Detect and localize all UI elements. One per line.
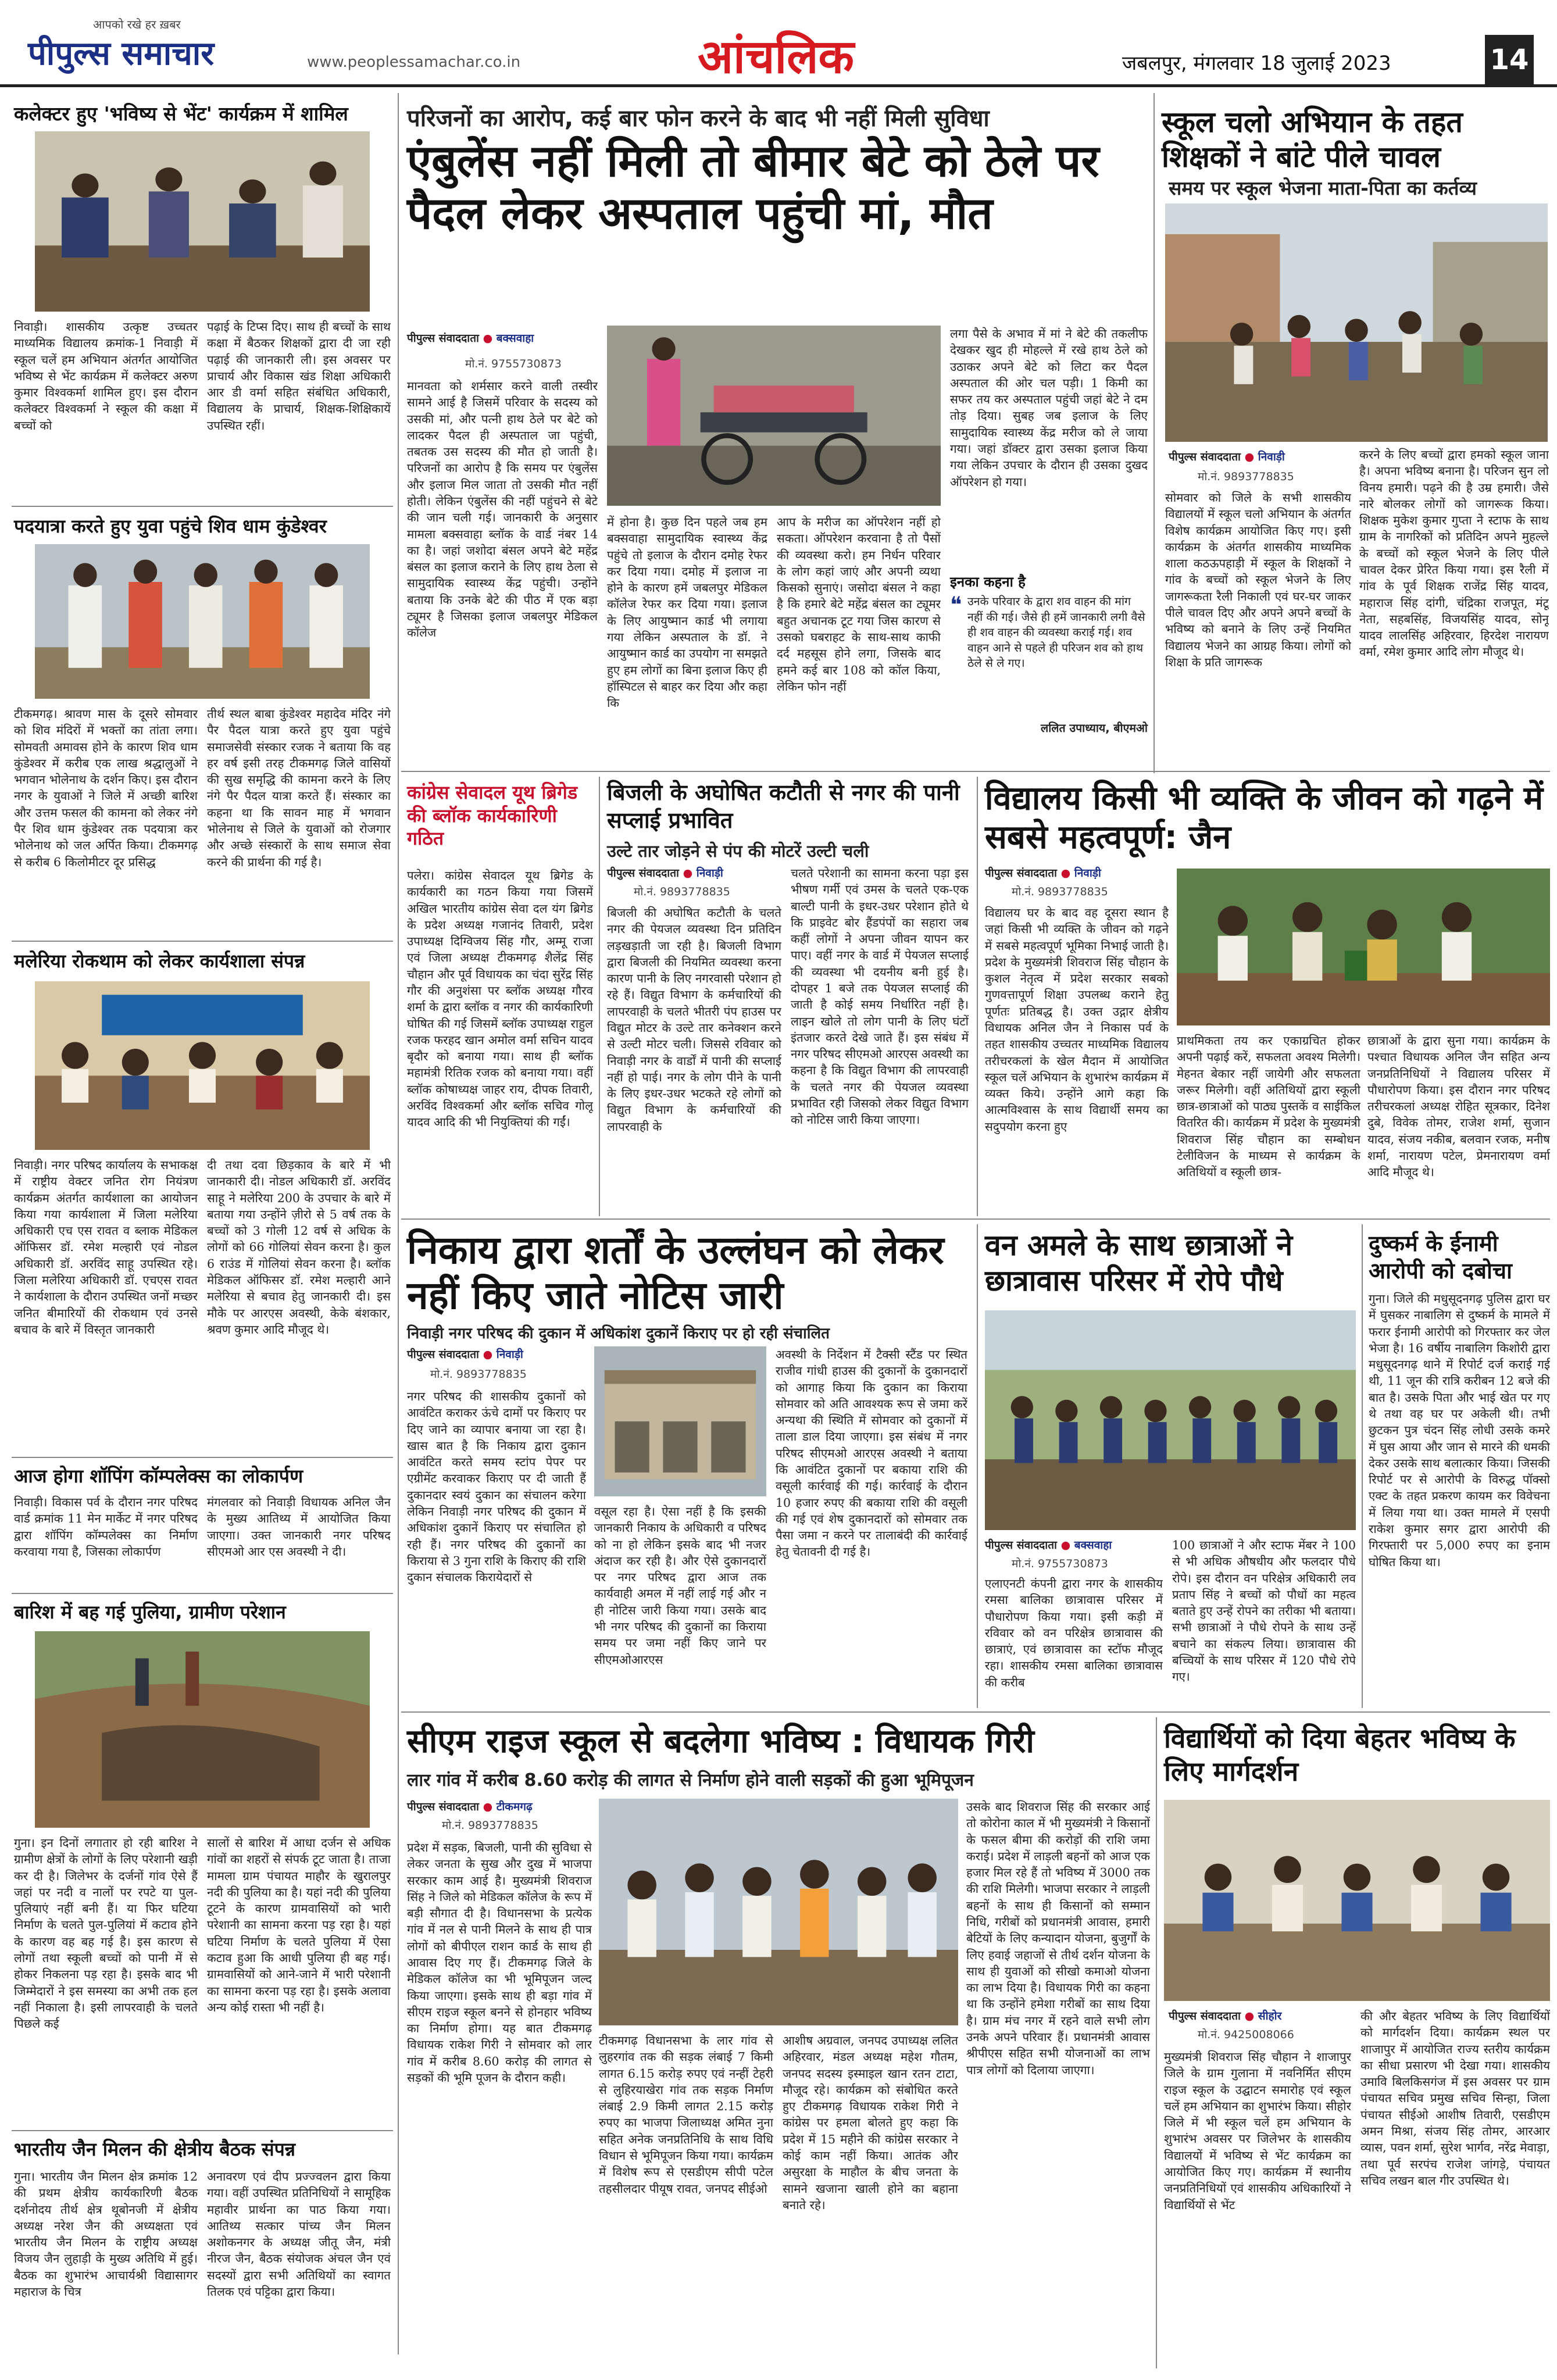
photo-shop-complex [594,1346,766,1496]
byline [1169,449,1285,464]
bullet-icon: ● [1244,2010,1255,2022]
article-text: एलाएनटी कंपनी द्वारा नगर के शासकीय रमसा बालिका छात्रावास परिसर में पौधारोपण किया गया। इसी कड़ी में रविवार को वन परिक्षेत्र छात्रावास की छात्राएं, एवं छात्रावास का स्टॉफ मौजूद रहा। शासकीय रमसा बालिका छात्रावास की करीब [985,1577,1163,1689]
article-text: चलते परेशानी का सामना करना पड़ा इस भीषण गर्मी एवं उमस के चलते एक-एक बाल्टी पानी के इधर-उधर परेशान होते थे कि प्राइवेट बोर हैंडपंपों का सहारा जब कहीं लोगों ने अपना जीवन यापन कर पाए। वहीं नगर के वार्ड में पेयजल सप्लाई की व्यवस्था भी दयनीय बनी हुई है। दोपहर 1 बजे तक पेयजल सप्लाई की जाती है कोई समय निर्धारित नहीं है। लाइन खोले तो लोग पानी के लिए घंटों इंतजार करते देखे जाते हैं। इस संबंध में नगर परिषद सीएमओ आरएस अवस्थी का कहना है कि विद्युत विभाग की लापरवाही के चलते नगर की पेयजल व्यवस्था प्रभावित रही जिसको लेकर विद्युत विभाग को नोटिस जारी किया जाएगा। [791,866,969,1127]
photo-classroom [35,131,370,312]
headline: दुष्कर्म के ईनामी आरोपी को दबोचा [1369,1231,1512,1284]
article-text: मानवता को शर्मसार करने वाली तस्वीर सामने आई है जिसमें परिवार के सदस्य को उसकी मां, और पत्नी हाथ ठेले पर बेटे को लादकर पैदल ही अस्पताल जा पहुंची, तबतक उस सदस्य की मौत हो जाती है। परिजनों का आरोप है कि समय पर एंबुलेंस और इलाज मिल जाता तो उसकी मौत नहीं होती। लेकिन एंबुलेंस की नहीं पहुंचने से बेटे की जान चली गई। जानकारी के अनुसार मामला बक्सवाहा ब्लॉक के वार्ड नंबर 14 का है। जहां जशोदा बंसल अपने बेटे महेंद्र बंसल का इलाज कराने के लिए हाथ ठेला से सामुदायिक स्वास्थ्य केंद्र पहुंची। उन्होंने बताया कि उनके बेटे की पीठ में एक बड़ा ट्यूमर है जिसका इलाज जबलपुर मेडिकल कॉलेज [407,379,598,640]
article-text: विद्यालय घर के बाद वह दूसरा स्थान है जहां किसी भी व्यक्ति के जीवन को गढ़ने में सबसे महत्वपूर्ण भूमिका निभाई जाती है। प्रदेश के मुख्यमंत्री शिवराज सिंह चौहान के कुशल नेतृत्व में प्रदेश सरकार सबको गुणवत्तापूर्ण शिक्षा उपलब्ध कराने हेतु पूर्णतः प्रतिबद्ध है। उक्त उद्गार क्षेत्रीय विधायक अनिल जैन ने निकास पर्व के तहत शासकीय उच्चतर माध्यमिक विद्यालय तरीचरकलां के खेल मैदान में आयोजित स्कूल चलें अभियान के शुभारंभ कार्यक्रम में व्यक्त किये। उन्होंने आगे कहा कि आत्मविश्वास के साथ विद्यार्थी समय का सदुपयोग करना हुए [985,906,1169,1134]
byline-name: पीपुल्स संवाददाता [607,867,679,880]
byline [607,865,723,880]
byline-place: टीकमगढ़ [496,1800,533,1813]
photo-handcart [607,326,941,506]
byline-name: पीपुल्स संवाददाता [407,332,479,345]
divider [12,506,393,507]
bullet-icon: ● [483,1348,493,1361]
column-divider [977,1224,978,1708]
divider [12,2130,393,2131]
byline [407,1799,533,1814]
website-link[interactable]: www.peoplessamachar.co.in [307,53,521,71]
article-text: निवाड़ी। शासकीय उत्कृष्ट उच्चतर माध्यमिक विद्यालय क्रमांक-1 निवाड़ी में स्कूल चलें हम अभियान अंतर्गत आयोजित भविष्य से भेंट कार्यक्रम में कलेक्टर अरुण कुमार विश्वकर्मा शामिल हुए। इस दौरान कलेक्टर विश्वकर्मा ने स्कूल की कक्षा में बच्चों को [14,320,198,433]
photo-hostel-planting [985,1310,1356,1530]
mobile-number: मो.नं. 9425008066 [1198,2028,1294,2041]
divider [12,1457,393,1458]
lead-kicker: परिजनों का आरोप, कई बार फोन करने के बाद भी नहीं मिली सुविधा [407,105,990,132]
article-text: बिजली की अघोषित कटौती के चलते नगर की पेयजल व्यवस्था दिन प्रतिदिन लड़खड़ाती जा रही है। बिजली विभाग द्वारा बिजली की नियमित व्यवस्था करना कारण पानी के लिए नगरवासी परेशान हो रहे हैं। विद्युत विभाग के कर्मचारियों की लापरवाही के चलते भीतरी पंप हाउस पर विद्युत मोटर के उल्टे तार कनेक्शन करने से उल्टी मोटर चली। जिससे रविवार को निवाड़ी नगर के वार्डों में पानी की सप्लाई नहीं हो पाई। नगर के लोग पीने के पानी के लिए इधर-उधर भटकते रहे लोगों को विद्युत विभाग के कर्मचारियों की लापरवाही के [607,906,781,1134]
photo-school-rally [1165,203,1548,442]
article-text: लगा पैसे के अभाव में मां ने बेटे की तकलीफ देखकर खुद ही मोहल्ले में रखे हाथ ठेले को उठाकर अपने बेटे को लिटा कर पैदल अस्पताल की ओर चल पड़ी। 1 किमी का सफर तय कर अस्पताल पहुंची जहां बेटे ने दम तोड़ दिया। सुबह जब इलाज के लिए सामुदायिक स्वास्थ्य केंद्र मरीज को ले जाया गया। जहां डॉक्टर द्वारा उसका इलाज किया गया लेकिन उपचार के दौरान ही उसका दुखद ऑपरेशन हो गया। [950,327,1148,489]
section-title: आंचलिक [698,30,854,84]
lead-headline: एंबुलेंस नहीं मिली तो बीमार बेटे को ठेले पर पैदल लेकर अस्पताल पहुंची मां, मौत [407,135,1099,239]
quote-attribution: ललित उपाध्याय, बीएमओ [1041,721,1148,735]
masthead-tagline: आपको रखे हर ख़बर [93,17,181,31]
byline-name: पीपुल्स संवाददाता [1169,2010,1241,2022]
article-text: अनावरण एवं दीप प्रज्ज्वलन द्वारा किया गया। वहीं उपस्थित प्रतिनिधियों ने सामूहिक महावीर प्रार्थना का पाठ किया गया। आतिथ्य सत्कार पांच्य जैन मिलन अशोकनगर के अध्यक्ष जीतू जैन, मंत्री नीरज जैन, बैठक संयोजक अंचल जैन एवं सदस्यों द्वारा सभी अतिथियों का स्वागत तिलक एवं पट्टिका द्वारा किया। [207,2170,391,2299]
byline-place: निवाड़ी [696,867,723,880]
article-text: आशीष अग्रवाल, जनपद उपाध्यक्ष ललित अहिरवार, मंडल अध्यक्ष महेश गौतम, जनपद सदस्य इस्माइल खान रतन टाटा, मौजूद रहे। कार्यक्रम को संबोधित करते हुए टीकमगढ़ विधायक राकेश गिरी ने कांग्रेस पर हमला बोलते हुए कहा कि प्रदेश में 15 महीने की कांग्रेस सरकार ने कोई काम नहीं किया। आतंक और असुरक्षा के माहौल के बीच जनता के सामने खजाना खाली होने का बहाना बनाते रहे। [783,2034,958,2212]
byline-place: सीहोर [1258,2010,1282,2022]
column-divider [1156,1717,1157,2368]
article-text: टीकमगढ़ विधानसभा के लार गांव से लुहरगांव तक की सड़क लंबाई 7 किमी लागत 6.15 करोड़ रुपए एवं नन्हीं टेहरी से लुहिरयाखेरा गांव तक सड़क निर्माण लंबाई 2.9 किमी लागत 2.15 करोड़ रुपए का भाजपा जिलाध्यक्ष अमित नुना सहित अनेक जनप्रतिनिधि के साथ विधि विधान से भूमिपूजन किया गया। कार्यक्रम में विशेष रूप से एसडीएम सीपी पटेल तहसीलदार पीयूष रावत, जनपद सीईओ [599,2034,773,2196]
article-text: दी तथा दवा छिड़काव के बारे में भी जानकारी दी। नोडल अधिकारी डॉ. अरविंद साहू ने मलेरिया 200 के उपचार के बारे में बताया गया उन्होंने ज़ीरो से 5 वर्ष तक के बच्चों को 3 गोली 12 वर्ष से अधिक के लोगों को 66 गोलियां सेवन करना है। कुल 6 राउंड में गोलियां सेवन करना है। ब्लॉक मेडिकल ऑफिसर डॉ. रमेश मल्हारी आने मलेरिया से बचाव हेतु जानकारी दी। इस मौके पर आरएस अवस्थी, केके बंशकार, श्रवण कुमार आदि मौजूद थे। [207,1158,391,1336]
headline: पदयात्रा करते हुए युवा पहुंचे शिव धाम कुंडेश्वर [14,515,327,537]
article-text: वसूल रहा है। ऐसा नहीं है कि इसकी जानकारी निकाय के अधिकारी व परिषद को ना हो लेकिन इसके बाद भी नजर अंदाज कर रही है। और ऐसे दुकानदारों पर नगर परिषद द्वारा आज तक कार्यवाही अमल में नहीं लाई गई और न ही नोटिस जारी किया गया। उसके बाद भी नगर परिषद की दुकानों का किराया समय पर जमा नहीं किए जाने पर सीएमओआरएस [594,1505,766,1667]
headline: कलेक्टर हुए 'भविष्य से भेंट' कार्यक्रम में शामिल [14,102,348,125]
article-text: गुना। भारतीय जैन मिलन क्षेत्र क्रमांक 12 की प्रथम क्षेत्रीय कार्यकारिणी बैठक दर्शनोदय तीर्थ क्षेत्र थूबोनजी में क्षेत्रीय अध्यक्ष नरेश जैन की अध्यक्षता एवं भारतीय जैन मिलन के राष्ट्रीय अध्यक्ष विजय जैन लुहाड़ी के मुख्य अतिथि में हुई। बैठक का शुभारंभ आचार्यश्री विद्यासागर महाराज के चित्र [14,2170,198,2299]
article-text: 100 छात्राओं ने और स्टाफ मेंबर ने 100 से भी अधिक औषधीय और फलदार पौधे रोपे। इस दौरान वन परिक्षेत्र अधिकारी लव प्रताप सिंह ने बच्चों को पौधों का महत्व बताते हुए उन्हें रोपने का तरीका भी बताया। सभी छात्राओं ने पौधे रोपने के साथ उन्हें बचाने का संकल्प लिया। छात्रावास की बच्चियों के साथ परिसर में 120 पौधे रोपे गए। [1172,1538,1356,1684]
article-text: निवाड़ी। विकास पर्व के दौरान नगर परिषद वार्ड क्रमांक 11 मेन मार्केट में नगर परिषद द्वारा शॉपिंग कॉम्पलेक्स का निर्माण करवाया गया है, जिसका लोकार्पण [14,1495,198,1559]
article-text: उसके बाद शिवराज सिंह की सरकार आई तो कोरोना काल में भी मुख्यमंत्री ने किसानों के फसल बीमा की करोड़ों की राशि जमा कराई। प्रदेश में लाड़ली बहनों को आज एक हजार मिल रहे हैं तो भविष्य में 3000 तक की राशि मिलेगी। भाजपा सरकार ने लाड़ली बहनों के साथ ही किसानों को सम्मान निधि, गरीबों को प्रधानमंत्री आवास, हमारी बेटियों के लिए कन्यादान योजना, बुजुर्गों के लिए हवाई जहाजों से तीर्थ दर्शन योजना के साथ ही युवाओं को सीखो कमाओ योजना का लाभ दिया है। विधायक गिरी का कहना था कि उन्होंने हमेशा गरीबों का साथ दिया है। ग्राम मंच नगर में रहने वाले सभी लोग उनके अपने परिवार हैं। प्रधानमंत्री आवास श्रीपीएस सहित सभी योजनाओं का लाभ पात्र लोगों को दिलाया जाएगा। [966,1800,1150,2077]
masthead [0,0,1557,87]
headline: आज होगा शॉपिंग कॉम्पलेक्स का लोकार्पण [14,1465,303,1487]
byline-name: पीपुल्स संवाददाता [985,1539,1057,1552]
mobile-number: मो.नं. 9893778835 [1198,470,1294,483]
article-text: पलेरा। कांग्रेस सेवादल यूथ ब्रिगेड के कार्यकारी का गठन किया गया जिसमें अखिल भारतीय कांग्रेस सेवा दल यंग ब्रिगेड के प्रदेश अध्यक्ष गजानंद तिवारी, प्रदेश उपाध्यक्ष दिग्विजय सिंह गौर, अम्मू राजा एवं जिला अध्यक्ष टीकमगढ़ शैलेंद्र सिंह चौहान और पूर्व विधायक का चंदा सुरेंद्र सिंह गौर की अनुशंसा पर ब्लॉक अध्यक्ष गौरव शर्मा के द्वारा ब्लॉक व नगर की कार्यकारिणी घोषित की गई जिसमें ब्लॉक उपाध्यक्ष राहुल रजक फरहद खान अमोल वर्मा सचिन यादव बृदौर को बनाया गया। साथ ही ब्लॉक महामंत्री रितिक रजक को बनाया गया। वहीं ब्लॉक कोषाध्यक्ष जाहर राय, दीपक तिवारी, अरविंद विश्वकर्मा और ब्लॉक सचिव गोलू यादव आदि की भी नियुक्तियां की गईं। [407,869,593,1130]
article-text: छात्राओं के द्वारा सुना गया। कार्यक्रम के पश्चात विधायक अनिल जैन सहित अन्य जनप्रतिनिधियों ने विद्यालय परिसर में पौधारोपण किया। इस दौरान नगर परिषद तरीचरकलां अध्यक्ष रोहित सूत्रकार, दिनेश दुबे, विवेक तोमर, राजेश शर्मा, सुजान यादव, संजय नकीब, बलवान रजक, मनीष शर्मा, नारायण पटेल, प्रेमनारायण वर्मा आदि मौजूद थे। [1367,1034,1550,1180]
column-divider [1154,93,1155,773]
article-text: मुख्यमंत्री शिवराज सिंह चौहान ने शाजापुर जिले के ग्राम गुलाना में नवनिर्मित सीएम राइज स्कूल के उद्घाटन समारोह एवं स्कूल चलें हम अभियान का शुभारंभ किया। सीहोर जिले में भी स्कूल चलें हम अभियान के शुभारंभ अवसर पर जिलेभर के शासकीय विद्यालयों में भविष्य से भेंट कार्यक्रम का आयोजित किए गए। कार्यक्रम में स्थानीय जनप्रतिनिधियों एवं शासकीय अधिकारियों ने विद्यार्थियों से भेंट [1164,2050,1351,2212]
bullet-icon: ● [1060,1539,1071,1552]
issue-date: जबलपुर, मंगलवार 18 जुलाई 2023 [1122,52,1391,75]
deck: समय पर स्कूल भेजना माता-पिता का कर्तव्य [1169,177,1477,199]
byline-name: पीपुल्स संवाददाता [1169,451,1241,463]
byline [985,1537,1112,1552]
photo-pilgrims [35,544,370,699]
newspaper-logo: पीपुल्स समाचार [28,35,215,73]
article-text: गुना। इन दिनों लगातार हो रही बारिश ने ग्रामीण क्षेत्रों के लोगों के लिए परेशानी खड़ी कर दी है। जिलेभर के दर्जनों गांव ऐसे हैं जहां पर नदी व नालों पर रपटे या पुल-पुलियाएं नहीं बनी हैं। या फिर घटिया निर्माण के चलते पुल-पुलियां में कटाव होने के कारण वह बह गई है। इस कारण से लोगों तथा स्कूली बच्चों को पानी में से होकर निकलना पड़ रहा है। इसके बाद भी जिम्मेदारों ने इस समस्या का अभी तक हल नहीं निकाला है। इसी लापरवाही के चलते पिछले कई [14,1836,198,2031]
headline: विद्यालय किसी भी व्यक्ति के जीवन को गढ़ने में सबसे महत्वपूर्ण: जैन [985,780,1544,857]
divider [401,1711,1550,1713]
article-text: अवस्थी के निर्देशन में टैक्सी स्टैंड पर स्थित राजीव गांधी हाउस की दुकानों के दुकानदारों को आगाह किया कि दुकान का किराया सोमवार को अति आवश्यक रूप से जमा करें अन्यथा की स्थिति में सोमवार को दुकानों में ताला डाल दिया जाएगा। इस संबंध में नगर परिषद सीएमओ आरएस अवस्थी ने बताया कि आवंटित दुकानों पर बकाया राशि की वसूली कार्रवाई की गई। कार्रवाई के दौरान 10 हजार रुपए की बकाया राशि की वसूली की गई एवं शेष दुकानदारों को सोमवार तक पैसा जमा न करने पर तालाबंदी की कार्रवाई हेतु चेतावनी दी गई है। [776,1348,967,1559]
headline: वन अमले के साथ छात्राओं ने छात्रावास परिसर में रोपे पौधे [985,1228,1293,1298]
byline-name: पीपुल्स संवाददाता [985,867,1057,880]
bullet-icon: ● [1244,451,1255,463]
article-text: तीर्थ स्थल बाबा कुंडेश्वर महादेव मंदिर नंगे पैर पैदल यात्रा करते हुए युवा पहुंचे समाजसेवी संस्कार रजक ने बताया कि वह हर वर्ष इसी तरह टीकमगढ़ जिले वासियों की सुख समृद्धि की कामना करने के लिए नंगे पैर पैदल यात्रा करते हैं। संस्कार का कहना था कि सावन माह में भगवान भोलेनाथ से जिले के युवाओं को रोजगार और अच्छे संस्कारों के साथ समाज सेवा करने की प्रार्थना की गई है। [207,707,391,869]
deck: उल्टे तार जोड़ने से पंप की मोटरें उल्टी चली [607,841,869,861]
mobile-number: मो.नं. 9893778835 [634,885,730,898]
column-divider [1362,1224,1363,1708]
article-text: प्राथमिकता तय कर एकाग्रचित होकर अपनी पढ़ाई करें, सफलता अवश्य मिलेगी। मेहनत बेकार नहीं जायेगी और सफलता जरूर मिलेगी। वहीं अतिथियों द्वारा स्कूली छात्र-छात्राओं को पाठ्य पुस्तकें व साईकिल वितरित की। कार्यक्रम में प्रदेश के मुख्यमंत्री शिवराज सिंह चौहान का सम्बोधन टेलीविजन के माध्यम से कार्यक्रम के अतिथियों व स्कूली छात्र- [1177,1034,1360,1180]
article-text: में होना है। कुछ दिन पहले जब हम बक्सवाहा सामुदायिक स्वास्थ्य केंद्र पहुंचे तो इलाज के दौरान दमोह रेफर कर दिया गया। दमोह में इलाज ना होने के कारण हमें जबलपुर मेडिकल कॉलेज रेफर कर दिया गया। इलाज के लिए आयुष्मान कार्ड भी लगाया गया लेकिन अस्पताल के डॉ. ने आयुष्मान कार्ड का उपयोग ना समझते हुए हम लोगों का बिना इलाज किए ही हॉस्पिटल से बाहर कर दिया और कहा कि [607,515,767,710]
article-text: मंगलवार को निवाड़ी विधायक अनिल जैन के मुख्य आतिथ्य में आयोजित किया जाएगा। उक्त जानकारी नगर परिषद सीएमओ आर एस अवस्थी ने दी। [207,1495,391,1559]
mobile-number: मो.नं. 9893778835 [442,1819,538,1832]
byline-name: पीपुल्स संवाददाता [407,1800,479,1813]
article-text: गुना। जिले की मधुसूदनगढ़ पुलिस द्वारा घर में घुसकर नाबालिग से दुष्कर्म के मामले में फरार ईनामी आरोपी को गिरफ्तार कर जेल भेजा है। 16 वर्षीय नाबालिग किशोरी द्वारा मधुसूदनगढ़ थाने में रिपोर्ट दर्ज कराई गई थी, 11 जून की रात्रि करीबन 12 बजे की बात है। उसके पिता और भाई खेत पर गए थे तथा वह घर पर अकेली थी। तभी छुटकन पुत्र चंदन सिंह लोधी उसके कमरे में घुस आया और जान से मारने की धमकी देकर उसके साथ बलात्कार किया। जिसकी रिपोर्ट पर से आरोपी के विरुद्ध पॉक्सो एक्ट के तहत प्रकरण कायम कर विवेचना में लिया गया था। उक्त मामले में एसपी राकेश कुमार सगर द्वारा आरोपी की गिरफ्तारी पर 5,000 रुपए का इनाम घोषित किया था। [1369,1292,1550,1569]
photo-bhoomipujan [599,1799,958,2025]
article-text: निवाड़ी। नगर परिषद कार्यालय के सभाकक्ष में राष्ट्रीय वेक्टर जनित रोग नियंत्रण कार्यक्रम अंतर्गत कार्यशाला का आयोजन किया गया कार्यशाला में जिला मलेरिया अधिकारी एच एस रावत व ब्लाक मेडिकल ऑफिसर डॉ. रमेश मल्हारी एवं नोडल अधिकारी डॉ. अरविंद साहू उपस्थित रहे। जिला मलेरिया अधिकारी डॉ. एचएस रावत ने कार्यशाला के दौरान उपस्थित जनों मच्छर जनित बीमारियों की रोकथाम एवं उनसे बचाव के बारे में विस्तृत जानकारी [14,1158,198,1336]
mobile-number: मो.नं. 9893778835 [1012,885,1108,898]
article-text: करने के लिए बच्चों द्वारा हमको स्कूल जाना है। अपना भविष्य बनाना है। परिजन सुन लो विनय हमारी। पढ़ने की है उम्र हमारी। जैसे नारे बोलकर लोगों को जागरूक किया। शिक्षक मुकेश कुमार गुप्ता ने स्टाफ के साथ ग्राम के नागरिकों को प्रतिदिन अपने मुहल्ले के बच्चों को स्कूल भेजने के लिए पीले चावल देकर प्रेरित किया गया। इस रैली में गांव के पूर्व शिक्षक राजेंद्र सिंह यादव, महाराज सिंह दांगी, चंद्रिका राजपूत, मंटू नेता, सहबसिंह, विजयसिंह यादव, सोनू यादव लालसिंह अहिरवार, हिरदेश नारायण वर्मा, रमेश कुमार आदि लोग मौजूद थे। [1359,448,1549,659]
headline: निकाय द्वारा शर्तों के उल्लंघन को लेकर नहीं किए जाते नोटिस जारी [407,1228,944,1318]
mobile-number: मो.नं. 9755730873 [465,358,562,370]
bullet-icon: ● [483,332,493,345]
byline [1169,2008,1281,2023]
column-divider [599,777,600,1216]
article-text: नगर परिषद की शासकीय दुकानों को आवंटित कराकर ऊंचे दामों पर किराए पर दिए जाने का व्यापार बनाया जा रहा है। खास बात है कि निकाय द्वारा दुकान आवंटित करते समय स्टांप पेपर पर एग्रीमेंट करवाकर किराए पर दी जाती हैं दुकानदार स्वयं दुकान का संचालन करेगा लेकिन निवाड़ी नगर परिषद की दुकान में अधिकांश दुकानें किराए पर संचालित हो रही हैं। नगर परिषद की दुकानों का किराया से 3 गुना राशि के किराए की राशि दुकान संचालक किरायेदारों से [407,1389,586,1585]
headline: सीएम राइज स्कूल से बदलेगा भविष्य : विधायक गिरी [407,1723,1034,1760]
article-text: प्रदेश में सड़क, बिजली, पानी की सुविधा से लेकर जनता के सुख और दुख में भाजपा सरकार काम आई है। मुख्यमंत्री शिवराज सिंह ने जिले को मेडिकल कॉलेज के रूप में बड़ी सौगात दी है। विधानसभा के प्रत्येक गांव में नल से पानी मिलने के साथ ही पात्र लोगों को बीपीएल राशन कार्ड के साथ ही आवास दिए गए हैं। टीकमगढ़ जिले के मेडिकल कॉलेज का भी भूमिपूजन जल्द किया जाएगा। इसके साथ ही बड़ा गांव में सीएम राइज स्कूल बनने से होनहार भविष्य का निर्माण होगा। यह बात टीकमगढ़ विधायक राकेश गिरी ने सोमवार को लार गांव में करीब 8.60 करोड़ की लागत से सड़कों की भूमि पूजन के दौरान कही। [407,1841,592,2085]
photo-tree-planting [1177,869,1550,1025]
byline-place: निवाड़ी [496,1348,523,1361]
bullet-icon: ● [683,867,693,880]
divider [12,1593,393,1594]
byline [985,865,1101,880]
byline-place: निवाड़ी [1258,451,1285,463]
article-text: सालों से बारिश में आधा दर्जन से अधिक गांवों का शहरों से संपर्क टूट जाता है। ताजा मामला ग्राम पंचायत माहौर के खुरालपुर नदी की पुलिया का है। यहां नदी की पुलिया टूटने के कारण ग्रामवासियों को भारी परेशानी का सामना करना पड़ रहा है। यहां घटिया निर्माण के चलते पुलिया में ऐसा कटाव हुआ कि आधी पुलिया ही बह गई। ग्रामवासियों को आने-जाने में भारी परेशानी का सामना करना पड़ रहा है। इसके अलावा अन्य कोई रास्ता भी नहीं है। [207,1836,391,2014]
photo-broken-culvert [35,1631,370,1828]
article-text: आप के मरीज का ऑपरेशन नहीं हो सकता। ऑपरेशन करवाना है तो पैसों की व्यवस्था करो। हम निर्धन परिवार के लोग कहां जाएं और अपनी व्यथा किसको सुनाएं। जसोदा बंसल ने कहा है कि हमारे बेटे महेंद्र बंसल का ट्यूमर बहुत अचानक टूट गया जिस कारण से उसको घबराहट के साथ-साथ काफी दर्द महसूस होने लगा, जिसके बाद हमने कई बार 108 को कॉल किया, लेकिन फोन नहीं [777,515,941,694]
bullet-icon: ● [483,1800,493,1813]
quote-text: उनके परिवार के द्वारा शव वाहन की मांग नहीं की गई। जैसे ही हमें जानकारी लगी वैसे ही शव वाहन की व्यवस्था कराई गई। शव वाहन आने से पहले ही परिजन शव को हाथ ठेले से ले गए। [967,595,1145,670]
article-text: पढ़ाई के टिप्स दिए। साथ ही बच्चों के साथ कक्षा में बैठकर शिक्षकों द्वारा दी जा रही पढ़ाई की जानकारी ली। इस अवसर पर प्राचार्य और विकास खंड शिक्षा अधिकारी आर डी वर्मा सहित संबंधित अधिकारी, विद्यालय के प्राचार्य, शिक्षक-शिक्षिकायें उपस्थित रहीं। [207,320,391,433]
headline: मलेरिया रोकथाम को लेकर कार्यशाला संपन्न [14,950,305,972]
byline [407,1346,523,1361]
photo-students [1164,1800,1550,2001]
bullet-icon: ● [1060,867,1071,880]
divider [401,1218,1550,1220]
quote-heading: इनका कहना है [950,574,1026,590]
page-number: 14 [1485,35,1534,85]
article-text: टीकमगढ़। श्रावण मास के दूसरे सोमवार को शिव मंदिरों में भक्तों का तांता लगा। सोमवती अमावस होने के कारण शिव धाम कुंडेश्वर में करीब एक लाख श्रद्धालुओं ने भगवान भोलेनाथ के दर्शन किए। इस दौरान नगर के युवाओं ने जिले में अच्छी बारिश और उत्तम फसल की कामना को लेकर नंगे पैर शिव धाम कुंडेश्वर तक पदयात्रा कर भोलेनाथ को जल अर्पित किया। टीकमगढ़ से करीब 6 किलोमीटर दूर प्रसिद्ध [14,707,198,869]
headline: कांग्रेस सेवादल यूथ ब्रिगेड की ब्लॉक कार्यकारिणी गठित [407,781,578,850]
deck: निवाड़ी नगर परिषद की दुकान में अधिकांश दुकानें किराए पर हो रही संचालित [407,1325,830,1342]
byline-place: बक्सवाहा [496,332,534,345]
article-text: की और बेहतर भविष्य के लिए विद्यार्थियों को मार्गदर्शन दिया। कार्यक्रम स्थल पर शाजापुर में आयोजित राज्य स्तरीय कार्यक्रम का सीधा प्रसारण भी देखा गया। शासकीय उमावि बिलकिसगंज में इस अवसर पर ग्राम पंचायत सचिव प्रमुख सचिव सिन्हा, जिला पंचायत सीईओ आशीष तिवारी, एसडीएम अमन मिश्रा, संजय सिंह तोमर, आरआर व्यास, पवन शर्मा, सुरेश भार्गव, नरेंद्र मेवाड़ा, तथा पूर्व सरपंच राजेश जांगड़े, पंचायत सचिव लखन बाल गीर उपस्थित थे। [1360,2009,1550,2188]
byline-place: निवाड़ी [1074,867,1101,880]
divider [401,771,1550,772]
byline-name: पीपुल्स संवाददाता [407,1348,479,1361]
photo-workshop [35,981,370,1150]
headline: बिजली के अघोषित कटौती से नगर की पानी सप्लाई प्रभावित [607,780,960,833]
headline: विद्यार्थियों को दिया बेहतर भविष्य के लिए मार्गदर्शन [1164,1723,1516,1788]
headline: स्कूल चलो अभियान के तहत शिक्षकों ने बांटे पीले चावल [1162,105,1463,174]
byline-place: बक्सवाहा [1074,1539,1112,1552]
quote-icon: ❝ [950,592,962,617]
mobile-number: मो.नं. 9893778835 [430,1368,527,1381]
column-divider [398,93,399,2354]
divider [12,941,393,942]
headline: बारिश में बह गई पुलिया, ग्रामीण परेशान [14,1601,286,1623]
headline: भारतीय जैन मिलन की क्षेत्रीय बैठक संपन्न [14,2138,295,2160]
mobile-number: मो.नं. 9755730873 [1012,1557,1108,1570]
article-text: सोमवार को जिले के सभी शासकीय विद्यालयों में स्कूल चलो अभियान के अंतर्गत विशेष कार्यक्रम आयोजित किए गए। इसी कार्यक्रम के अंतर्गत शासकीय माध्यमिक शाला कठऊपहाड़ी में स्कूल के शिक्षकों ने गांव के बच्चों को स्कूल भेजने के लिए जागरूकता रैली निकाली एवं घर-घर जाकर पीले चावल दिए और अपने अपने बच्चों के भविष्य को बनाने के लिए उन्हें नियमित विद्यालय भेजने का आग्रह किया। लोगों को शिक्षा के प्रति जागरूक [1165,491,1351,669]
deck: लार गांव में करीब 8.60 करोड़ की लागत से निर्माण होने वाली सड़कों की हुआ भूमिपूजन [407,1770,974,1791]
column-divider [977,777,978,1216]
byline [407,330,534,345]
